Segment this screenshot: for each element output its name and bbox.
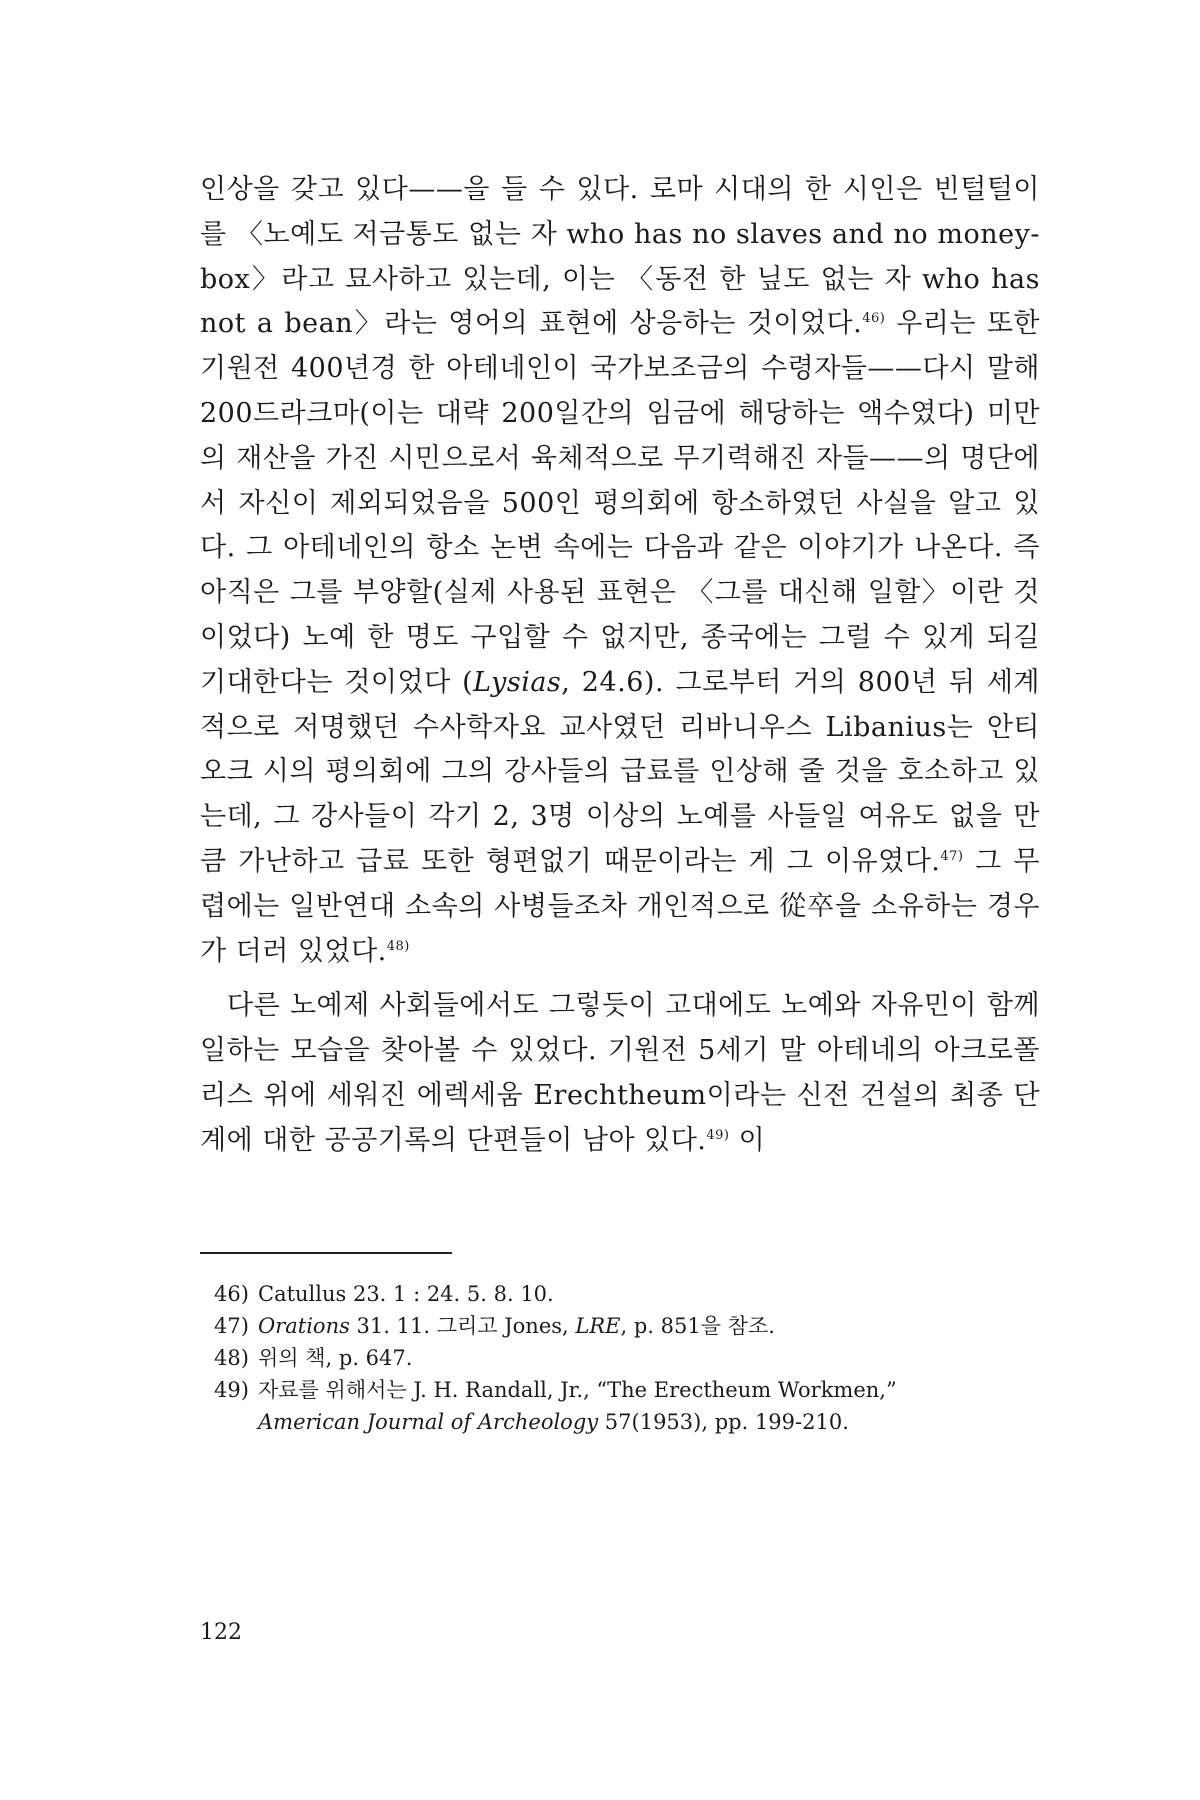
- footnote-ref: 49): [706, 1127, 730, 1143]
- footnote-text: [258, 1310, 775, 1342]
- text-run: 자료를 위해서는 J. H. Randall, Jr., “The Erectheum Workmen,”: [258, 1378, 897, 1402]
- text-run: 31. 11. 그리고 Jones,: [349, 1314, 576, 1338]
- footnote-46: [214, 1278, 1054, 1310]
- body-text: [200, 168, 1040, 1164]
- footnote-text: [258, 1342, 412, 1374]
- footnotes: [214, 1278, 1054, 1438]
- footnote-number: 46): [214, 1282, 249, 1306]
- text-run: 그 무렵에는 일반연대 소속의 사병들조차 개인적으로 從卒을 소유하는 경우가 더러 있었다.: [200, 845, 1040, 967]
- footnote-47: [214, 1310, 1054, 1342]
- text-run: , 24.6). 그로부터 거의 800년 뒤 세계적으로 저명했던 수사학자요 교사였던 리바니우스 Libanius는 안티오크 시의 평의회에 그의 강사들의 급료를 인상해 줄 것을 호소하고 있는데, 그 강사들이 각기 2, 3명 이상의 노예를 사들일 여유도 없을 만큼 가난하고 급료 또한 형편없기 때문이라는 게 그 이유였다.: [200, 666, 1040, 877]
- footnote-number: 47): [214, 1314, 249, 1338]
- text-run: 인상을 갖고 있다——을 들 수 있다. 로마 시대의 한 시인은 빈털털이를 〈노예도 저금통도 없는 자 who has no slaves and no money-box〉라고 묘사하고 있는데, 이는 〈동전 한 닢도 없는 자 who has not a bean〉라는 영어의 표현에 상응하는 것이었다.: [200, 174, 1040, 340]
- text-run: Catullus 23. 1 : 24. 5. 8. 10.: [258, 1282, 554, 1306]
- text-run: 위의 책, p. 647.: [258, 1346, 413, 1370]
- page-number: 122: [200, 1620, 242, 1645]
- text-run: 이: [729, 1124, 766, 1156]
- footnote-49-continuation: [214, 1406, 1054, 1438]
- text-run: 우리는 또한 기원전 400년경 한 아테네인이 국가보조금의 수령자들——다시 말해 200드라크마(이는 대략 200일간의 임금에 해당하는 액수였다) 미만의 재산을 가진 시민으로서 육체적으로 무기력해진 자들——의 명단에서 자신이 제외되었음을 500인 평의회에 항소하였던 사실을 알고 있다. 그 아테네인의 항소 논변 속에는 다음과 같은 이야기가 나온다. 즉 아직은 그를 부양할(실제 사용된 표현은 〈그를 대신해 일할〉이란 것이었다) 노예 한 명도 구입할 수 없지만, 종국에는 그럴 수 있게 되길 기대한다는 것이었다 (: [200, 308, 1040, 698]
- footnote-ref: 47): [940, 848, 964, 864]
- footnote-text: [258, 1374, 897, 1406]
- footnote-48: [214, 1342, 1054, 1374]
- italic-text: Lysias: [473, 666, 562, 698]
- paragraph-2: [200, 984, 1040, 1163]
- footnote-text: [258, 1278, 554, 1310]
- footnote-49: [214, 1374, 1054, 1406]
- italic-text: Orations: [258, 1314, 350, 1338]
- text-run: , p. 851을 참조.: [620, 1314, 775, 1338]
- footnote-number: 49): [214, 1378, 249, 1402]
- footnote-ref: 46): [862, 311, 886, 327]
- text-run: 다른 노예제 사회들에서도 그렇듯이 고대에도 노예와 자유민이 함께 일하는 모습을 찾아볼 수 있었다. 기원전 5세기 말 아테네의 아크로폴리스 위에 세워진 에렉세움 Erechtheum이라는 신전 건설의 최종 단계에 대한 공공기록의 단편들이 남아 있다.: [200, 990, 1040, 1156]
- footnote-ref: 48): [386, 938, 410, 954]
- footnote-divider: [200, 1252, 452, 1254]
- italic-text: LRE: [575, 1314, 621, 1338]
- italic-text: American Journal of Archeology: [258, 1410, 599, 1434]
- footnote-number: 48): [214, 1346, 249, 1370]
- paragraph-1: [200, 168, 1040, 974]
- text-run: 57(1953), pp. 199-210.: [598, 1410, 849, 1434]
